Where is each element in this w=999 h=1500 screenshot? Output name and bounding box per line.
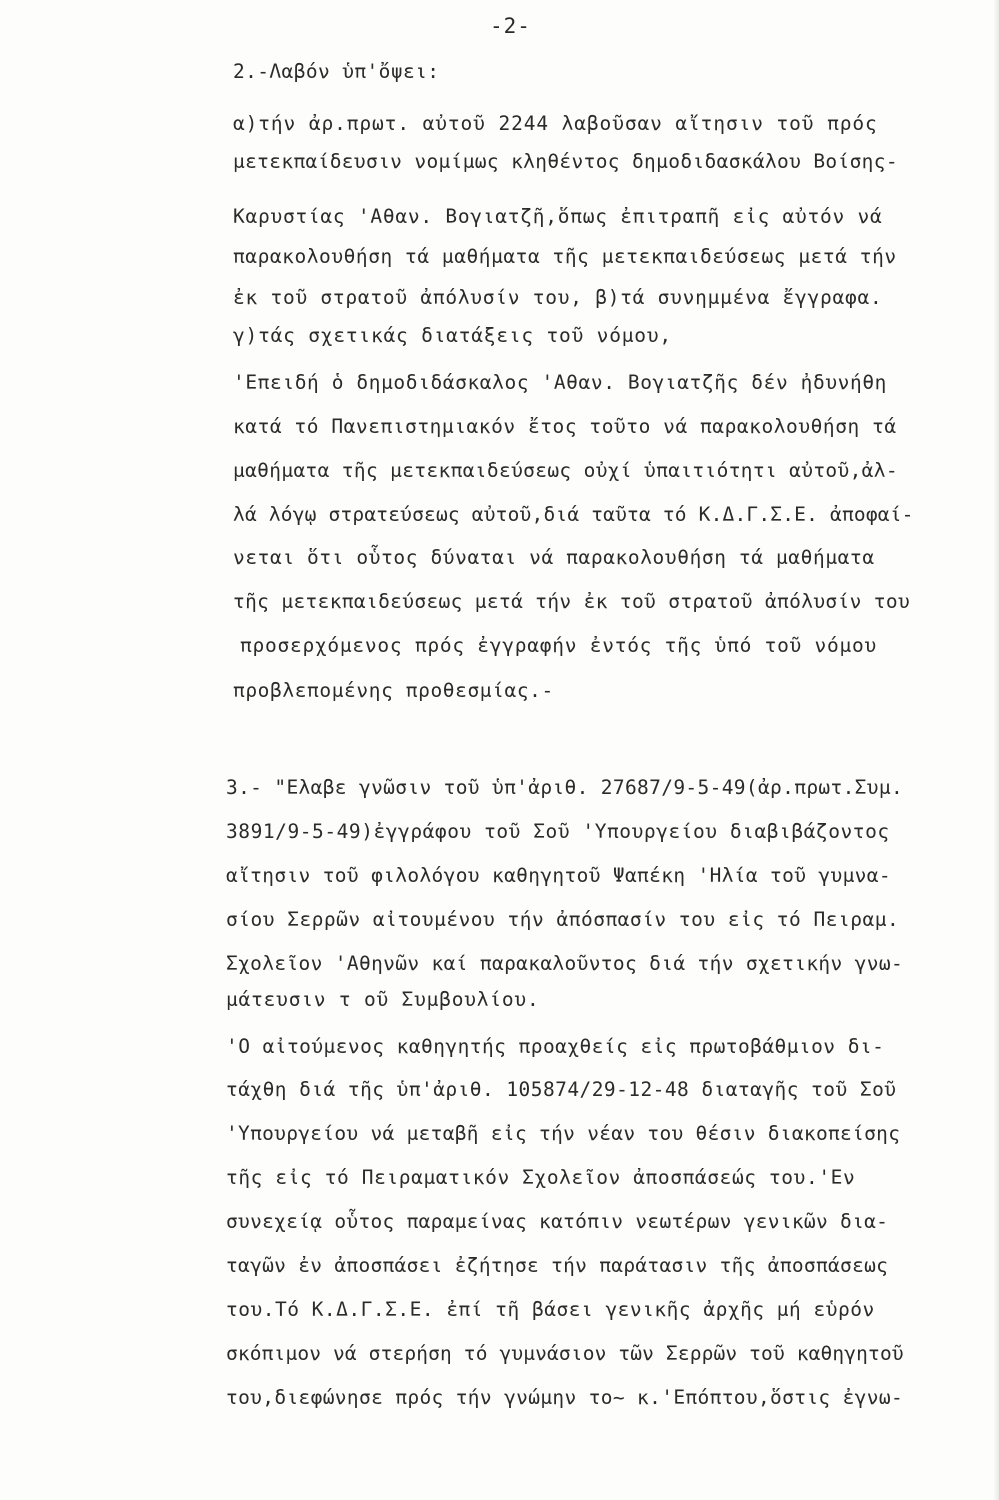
text-line: του.Τό Κ.Δ.Γ.Σ.Ε. ἐπί τῆ βάσει γενικῆς ἀρχῆς μή εὑρόν <box>226 1298 875 1321</box>
page-number: -2- <box>490 14 531 38</box>
text-line: Καρυστίας 'Αθαν. Βογιατζῆ,ὅπως ἐπιτραπῆ εἰς αὐτόν νά <box>233 205 883 228</box>
text-line: αἴτησιν τοῦ φιλολόγου καθηγητοῦ Ψαπέκη 'Ηλία τοῦ γυμνα- <box>226 864 891 887</box>
text-line: μαθήματα τῆς μετεκπαιδεύσεως οὐχί ὑπαιτιότητι αὐτοῦ,ἀλ- <box>233 459 898 482</box>
text-line: Σχολεῖον 'Αθηνῶν καί παρακαλοῦντος διά τήν σχετικήν γνω- <box>226 952 904 975</box>
text-line: προβλεπομένης προθεσμίας.- <box>233 679 554 702</box>
text-line: τάχθη διά τῆς ὑπ'ἀριθ. 105874/29-12-48 διαταγῆς τοῦ Σοῦ <box>226 1078 897 1101</box>
text-line: 3.- "Ελαβε γνῶσιν τοῦ ὑπ'ἀριθ. 27687/9-5-49(ἀρ.πρωτ.Συμ. <box>226 776 904 799</box>
text-line: μετεκπαίδευσιν νομίμως κληθέντος δημοδιδασκάλου Βοίσης- <box>233 150 898 173</box>
text-line: 'Ο αἰτούμενος καθηγητής προαχθείς εἰς πρωτοβάθμιον δι- <box>226 1035 885 1058</box>
text-line: συνεχείᾳ οὗτος παραμείνας κατόπιν νεωτέρων γενικῶν δια- <box>226 1210 889 1233</box>
text-line: γ)τάς σχετικάς διατάξεις τοῦ νόμου, <box>233 324 672 347</box>
text-line: νεται ὅτι οὗτος δύναται νά παρακολουθήση τά μαθήματα <box>233 546 875 569</box>
text-line: τῆς μετεκπαιδεύσεως μετά τήν ἐκ τοῦ στρατοῦ ἀπόλυσίν του <box>233 590 911 613</box>
text-line: α)τήν ἀρ.πρωτ. αὐτοῦ 2244 λαβοῦσαν αἴτησιν τοῦ πρός <box>233 112 878 135</box>
text-line: παρακολουθήση τά μαθήματα τῆς μετεκπαιδεύσεως μετά τήν <box>233 245 897 268</box>
text-line: σκόπιμον νά στερήση τό γυμνάσιον τῶν Σερρῶν τοῦ καθηγητοῦ <box>226 1342 904 1365</box>
page-edge-shadow <box>993 0 999 1500</box>
text-line: τῆς εἰς τό Πειραματικόν Σχολεῖον ἀποσπάσεώς του.'Εν <box>226 1166 856 1189</box>
text-line: μάτευσιν τ οῦ Συμβουλίου. <box>226 988 540 1011</box>
text-line: λά λόγῳ στρατεύσεως αὐτοῦ,διά ταῦτα τό Κ.Δ.Γ.Σ.Ε. ἀποφαί- <box>233 503 914 526</box>
text-line: προσερχόμενος πρός ἐγγραφήν ἐντός τῆς ὑπό τοῦ νόμου <box>240 634 877 657</box>
text-line: σίου Σερρῶν αἰτουμένου τήν ἀπόσπασίν του εἰς τό Πειραμ. <box>226 908 900 931</box>
text-line: 'Υπουργείου νά μεταβῆ εἰς τήν νέαν του θέσιν διακοπείσης <box>226 1122 901 1145</box>
text-line: κατά τό Πανεπιστημιακόν ἔτος τοῦτο νά παρακολουθήση τά <box>233 415 897 438</box>
text-line: 'Επειδή ὁ δημοδιδάσκαλος 'Αθαν. Βογιατζῆς δέν ἠδυνήθη <box>233 371 888 394</box>
text-line: 2.-Λαβόν ὑπ'ὄψει: <box>233 60 440 83</box>
text-line: ταγῶν ἐν ἀποσπάσει ἐζήτησε τήν παράτασιν τῆς ἀποσπάσεως <box>226 1254 889 1277</box>
text-line: του,διεφώνησε πρός τήν γνώμην το~ κ.'Επόπτου,ὅστις ἐγνω- <box>226 1386 904 1409</box>
text-line: 3891/9-5-49)ἐγγράφου τοῦ Σοῦ 'Υπουργείου διαβιβάζοντος <box>226 820 890 843</box>
text-line: ἐκ τοῦ στρατοῦ ἀπόλυσίν του, β)τά συνημμένα ἔγγραφα. <box>233 286 883 309</box>
